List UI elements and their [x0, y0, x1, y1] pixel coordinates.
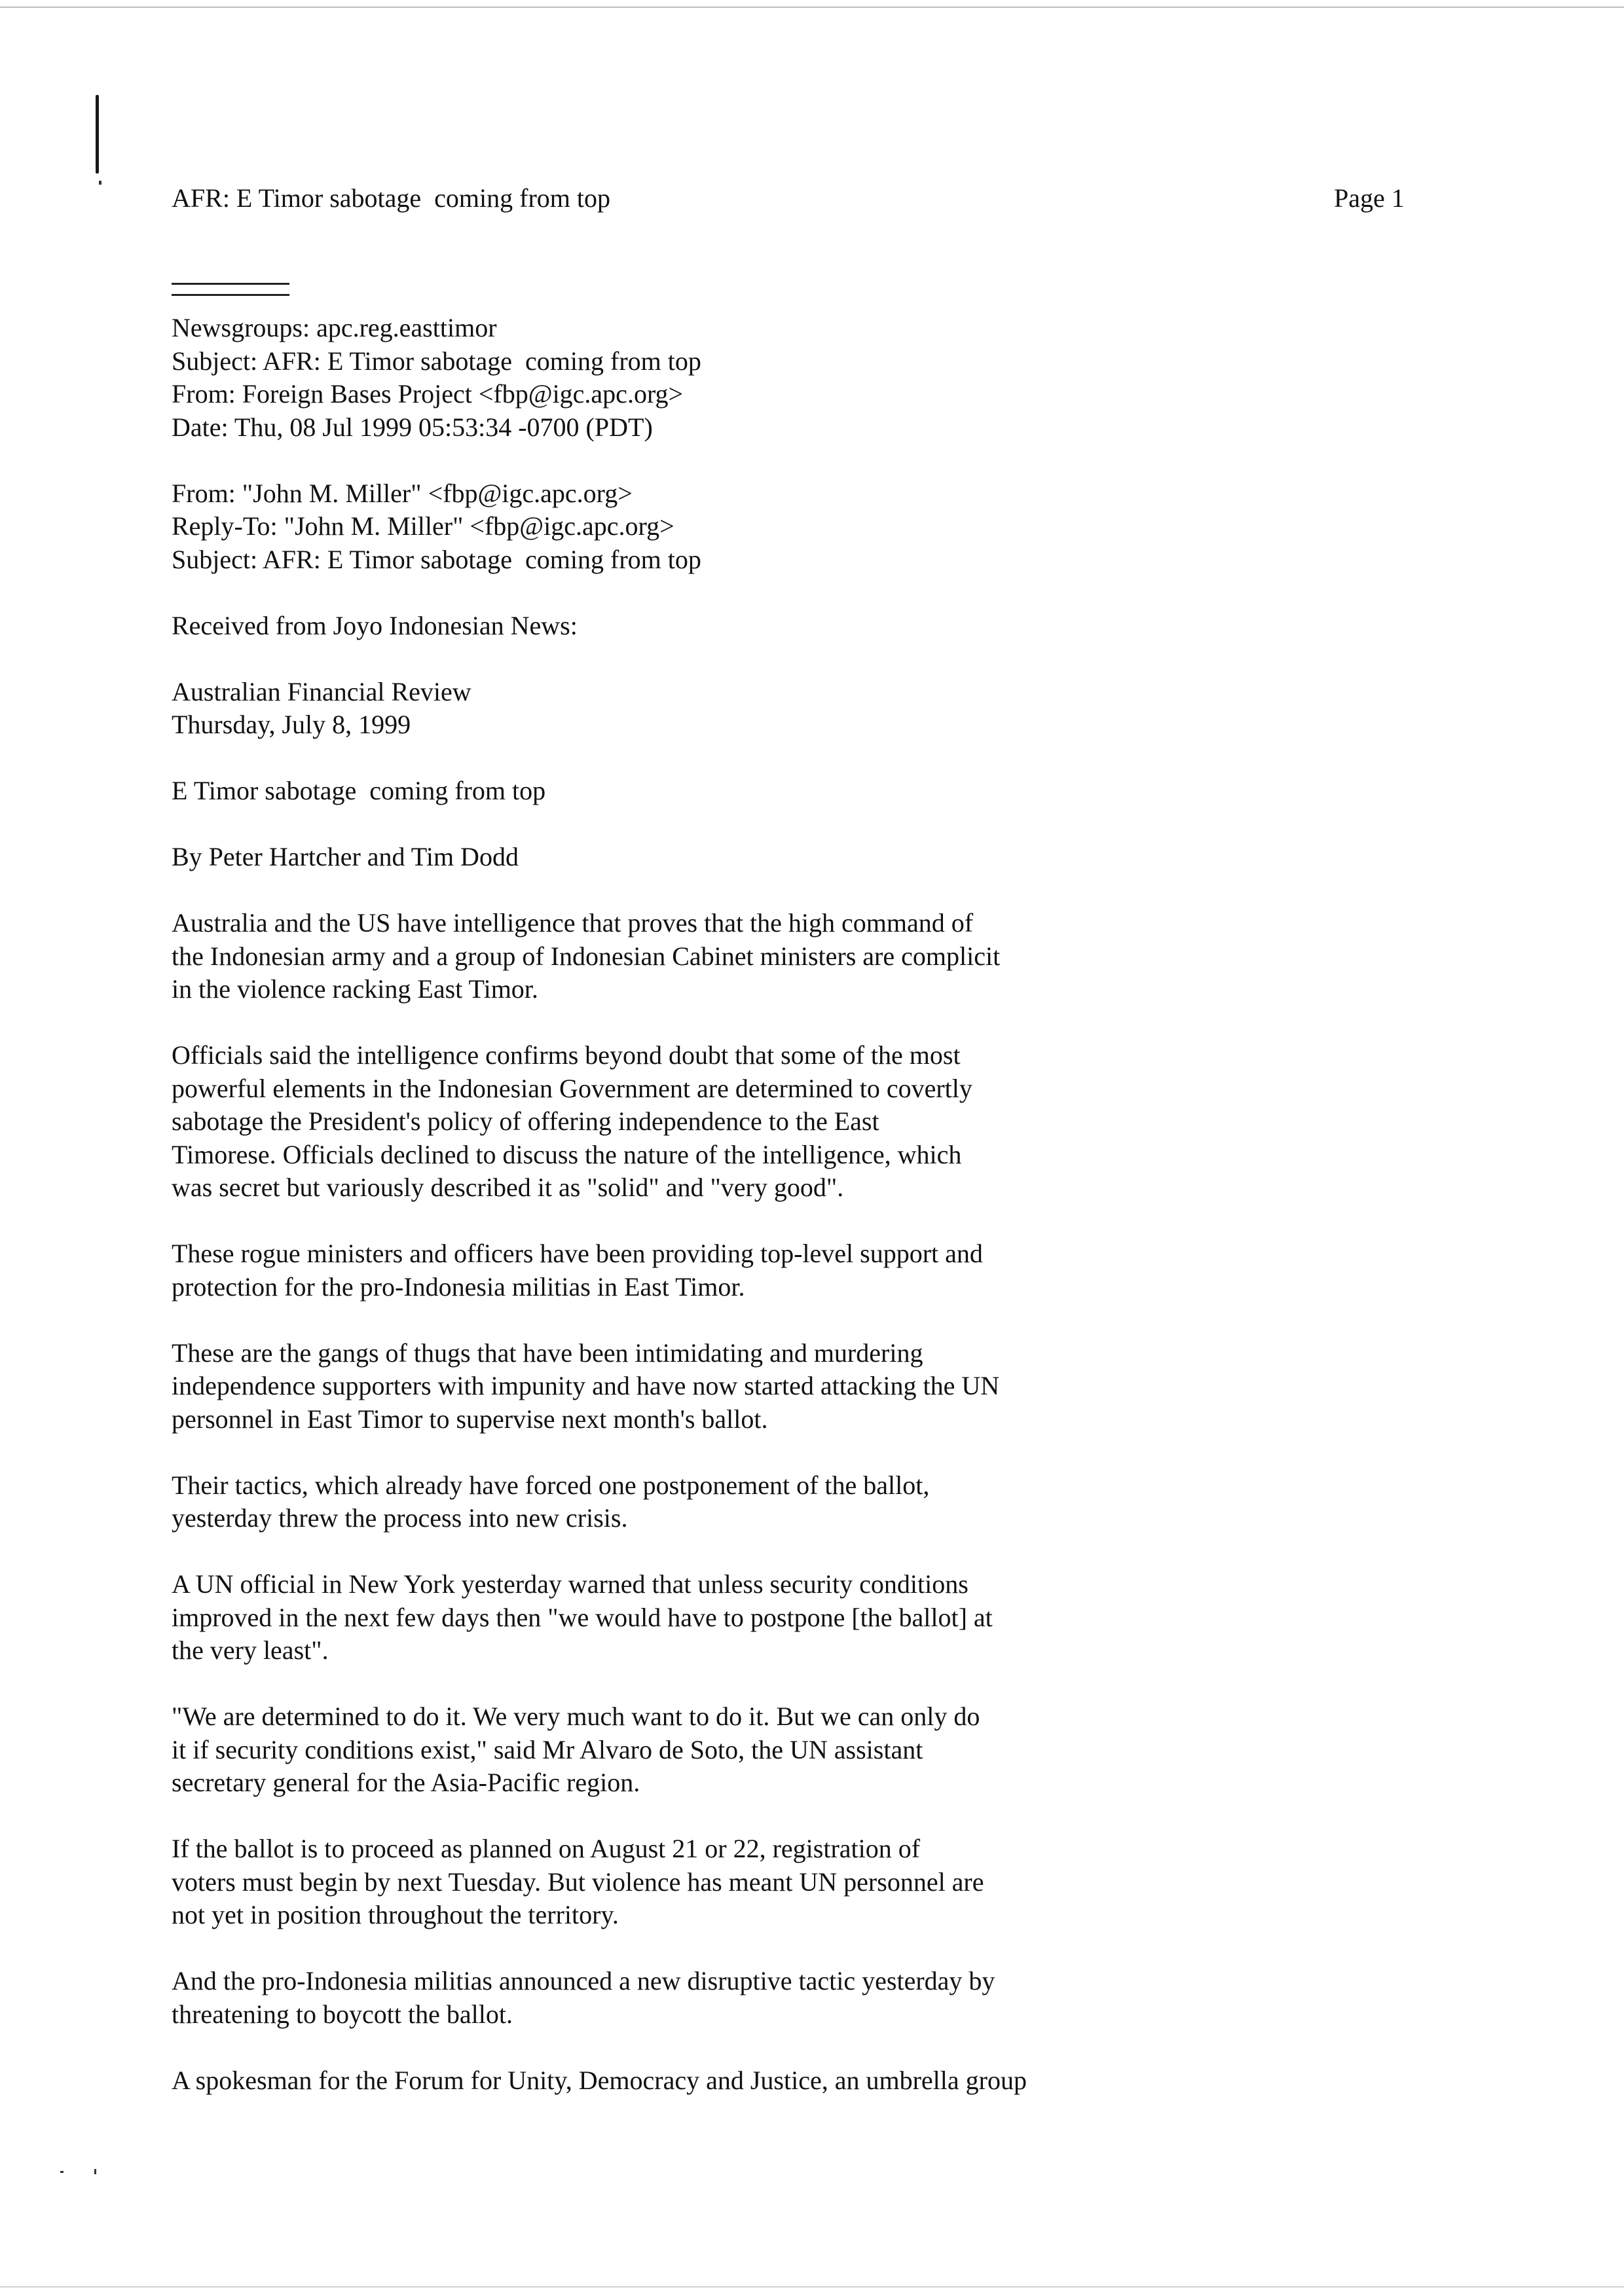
- paragraph-line: "We are determined to do it. We very much want to do it. But we can only do: [172, 1702, 980, 1731]
- paragraph-line: Timorese. Officials declined to discuss the nature of the intelligence, which: [172, 1139, 962, 1169]
- paragraph: [172, 1832, 1108, 1932]
- paragraph-line: in the violence racking East Timor.: [172, 974, 538, 1004]
- paragraph: [172, 1568, 1108, 1667]
- paragraph-line: personnel in East Timor to supervise next month's ballot.: [172, 1404, 768, 1434]
- paragraph: [172, 1337, 1108, 1436]
- top-scan-edge: [0, 7, 1624, 8]
- paragraph-line: was secret but variously described it as "solid" and "very good".: [172, 1173, 844, 1202]
- paragraph-line: Officials said the intelligence confirms beyond doubt that some of the most: [172, 1040, 961, 1070]
- mail-subject-line: Subject: AFR: E Timor sabotage coming from top: [172, 544, 701, 574]
- paragraph-line: voters must begin by next Tuesday. But violence has meant UN personnel are: [172, 1867, 984, 1897]
- paragraph-line: the Indonesian army and a group of Indonesian Cabinet ministers are complicit: [172, 941, 1001, 971]
- paragraph: [172, 1469, 1108, 1535]
- paragraph-line: independence supporters with impunity and have now started attacking the UN: [172, 1371, 1000, 1400]
- subject-line: Subject: AFR: E Timor sabotage coming from top: [172, 346, 701, 376]
- date-line: Date: Thu, 08 Jul 1999 05:53:34 -0700 (PDT): [172, 412, 653, 442]
- publication-date: Thursday, July 8, 1999: [172, 710, 411, 739]
- paragraph-line: the very least".: [172, 1635, 329, 1665]
- publication-info: [172, 676, 1108, 742]
- paragraph-line: If the ballot is to proceed as planned on August 21 or 22, registration of: [172, 1834, 921, 1863]
- document-body: [172, 312, 1108, 2130]
- scan-speck: [99, 181, 101, 185]
- paragraph-line: protection for the pro-Indonesia militias in East Timor.: [172, 1271, 745, 1302]
- paragraph-line: These are the gangs of thugs that have been intimidating and murdering: [172, 1338, 923, 1368]
- paragraph: [172, 1237, 1108, 1303]
- paragraph-line: And the pro-Indonesia militias announced a new disruptive tactic yesterday by: [172, 1966, 995, 1995]
- paragraph-line: it if security conditions exist," said Mr Alvaro de Soto, the UN assistant: [172, 1734, 923, 1764]
- speck-mark: [94, 2169, 96, 2174]
- paragraph-line: Australia and the US have intelligence that proves that the high command of: [172, 908, 974, 938]
- mail-from-line: From: "John M. Miller" <fbp@igc.apc.org>: [172, 478, 633, 508]
- paragraph: [172, 1965, 1108, 2031]
- paragraph-line: Their tactics, which already have forced one postponement of the ballot,: [172, 1470, 930, 1500]
- publication-name: Australian Financial Review: [172, 676, 471, 706]
- newsgroup-header: [172, 312, 1108, 444]
- paragraph-line: improved in the next few days then "we would have to postpone [the ballot] at: [172, 1602, 993, 1632]
- separator-rule: [172, 283, 289, 296]
- scan-speck: [54, 2167, 106, 2176]
- paragraph: [172, 1039, 1108, 1205]
- paragraph-line: yesterday threw the process into new crisis.: [172, 1503, 628, 1533]
- paragraph-line: not yet in position throughout the territory.: [172, 1900, 619, 1929]
- reply-to-line: Reply-To: "John M. Miller" <fbp@igc.apc.org>: [172, 511, 674, 541]
- speck-mark: [60, 2171, 64, 2173]
- from-line: From: Foreign Bases Project <fbp@igc.apc.org>: [172, 379, 684, 409]
- paragraph-line: threatening to boycott the ballot.: [172, 1999, 513, 2029]
- paragraph: [172, 1700, 1108, 1800]
- paragraph-line: sabotage the President's policy of offering independence to the East: [172, 1106, 879, 1136]
- received-line: [172, 610, 1108, 643]
- paragraph-line: powerful elements in the Indonesian Government are determined to covertly: [172, 1073, 972, 1103]
- received-text: Received from Joyo Indonesian News:: [172, 610, 578, 640]
- byline: By Peter Hartcher and Tim Dodd: [172, 842, 519, 871]
- paragraph: [172, 907, 1108, 1006]
- paragraph: [172, 2064, 1108, 2098]
- bottom-scan-edge: [0, 2286, 1624, 2287]
- paragraph-line: A UN official in New York yesterday warned that unless security conditions: [172, 1569, 969, 1599]
- byline-block: [172, 841, 1108, 874]
- mail-header: [172, 477, 1108, 577]
- page-number: Page 1: [1334, 183, 1405, 213]
- paragraph-line: A spokesman for the Forum for Unity, Democracy and Justice, an umbrella group: [172, 2065, 1027, 2095]
- article-title-block: [172, 774, 1108, 808]
- paragraph-line: These rogue ministers and officers have been providing top-level support and: [172, 1239, 983, 1268]
- running-header-title: AFR: E Timor sabotage coming from top: [172, 183, 610, 213]
- scan-mark: [96, 95, 99, 173]
- paragraph-line: secretary general for the Asia-Pacific region.: [172, 1768, 640, 1797]
- newsgroups-line: Newsgroups: apc.reg.easttimor: [172, 313, 497, 342]
- article-title: E Timor sabotage coming from top: [172, 776, 546, 805]
